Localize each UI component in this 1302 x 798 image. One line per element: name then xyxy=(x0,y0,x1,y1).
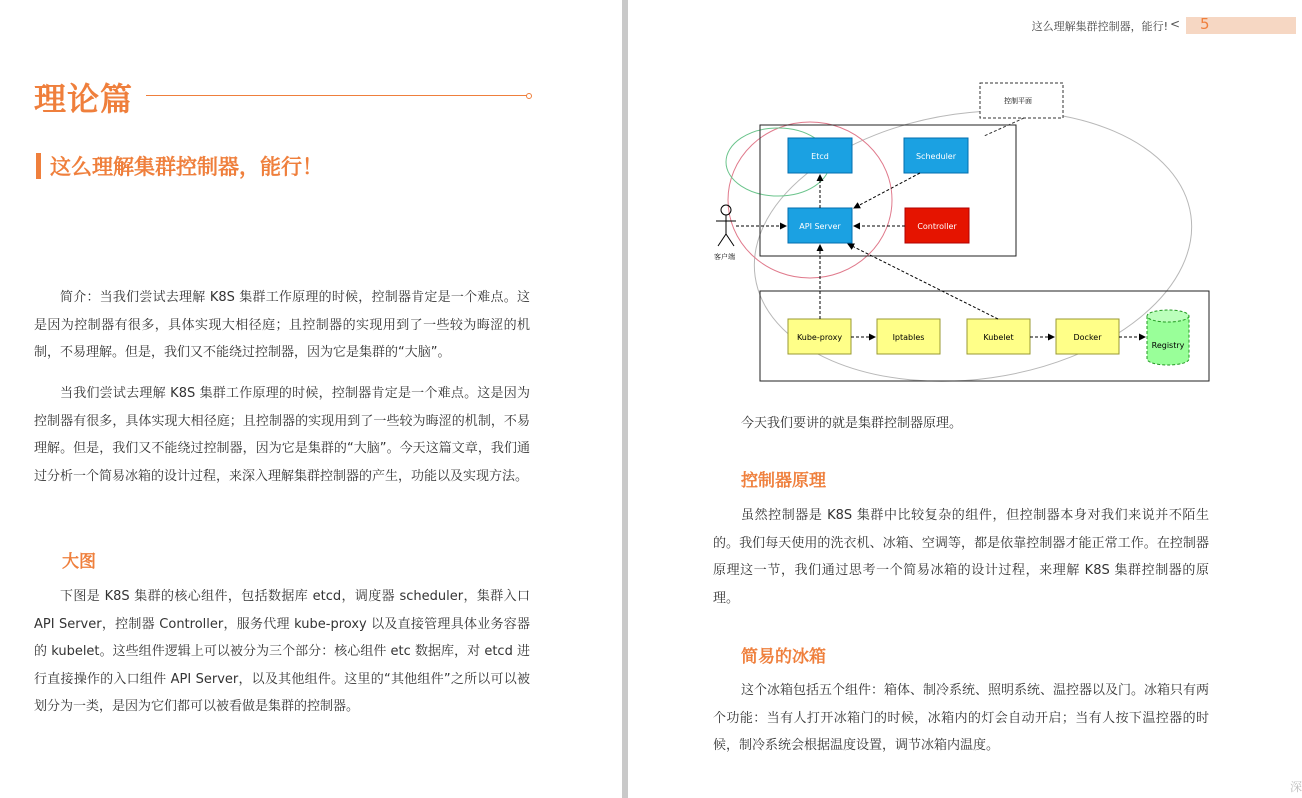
control-plane-label: 控制平面 xyxy=(1004,97,1032,105)
section-title: 这么理解集群控制器，能行！ xyxy=(50,155,323,179)
kubelet-to-apiserver-arrow xyxy=(848,244,998,319)
body-paragraph: 当我们尝试去理解 K8S 集群工作原理的时候，控制器肯定是一个难点。这是因为控制器有很多，具体实现大相径庭；且控制器的实现用到了一些较为晦涩的机制，不易理解。但是，我们又不能绕过控制器，因为它是集群的“大脑”。今天这篇文章，我们通过分析一个简易冰箱的设计过程，来深入理解集群控制器的产生，功能以及实现方法。 xyxy=(34,386,530,484)
controller-node-label: Controller xyxy=(917,222,957,231)
k8s-architecture-diagram xyxy=(698,78,1224,388)
api-server-node-label: API Server xyxy=(799,222,841,231)
chapter-title: 理论篇 xyxy=(34,80,134,118)
scheduler-to-apiserver-arrow xyxy=(854,173,920,208)
subheading-fridge: 简易的冰箱 xyxy=(741,647,826,667)
kubelet-node-label: Kubelet xyxy=(983,333,1014,342)
corner-mark: 深 xyxy=(1290,780,1302,794)
scheduler-node-label: Scheduler xyxy=(915,152,957,161)
right-page xyxy=(628,0,1302,798)
kube-proxy-node-label: Kube-proxy xyxy=(796,333,843,342)
page-number: 5 xyxy=(1200,15,1210,33)
fridge-paragraph: 这个冰箱包括五个组件：箱体、制冷系统、照明系统、温控器以及门。冰箱只有两个功能：当有人打开冰箱门的时候，冰箱内的灯会自动开启；当有人按下温控器的时候，制冷系统会根据温度设置，调节冰箱内温度。 xyxy=(713,683,1210,753)
intro-line: 今天我们要讲的就是集群控制器原理。 xyxy=(741,416,963,431)
diagram-arrows xyxy=(736,173,1145,337)
chevron-left-icon: < xyxy=(1170,17,1181,31)
client-label: 客户端 xyxy=(714,253,735,261)
overview-paragraph: 下图是 K8S 集群的核心组件，包括数据库 etcd，调度器 scheduler，集群入口 API Server，控制器 Controller，服务代理 kube-proxy 以及直接管理具体业务容器的 kubelet。这些组件逻辑上可以被分为三个部分：核心组件 etc 数据库，对 etcd 进行直接操作的入口组件 API Server，以及其他组件。这里的“其他组件”之所以可以被划分为一类，是因为它们都可以被看做是集群的控制器。 xyxy=(34,589,530,714)
running-header: 这么理解集群控制器，能行! xyxy=(1031,20,1168,33)
chapter-title-rule-dot xyxy=(526,93,532,99)
subheading-principle: 控制器原理 xyxy=(741,471,826,491)
docker-node-label: Docker xyxy=(1073,333,1102,342)
registry-node-label: Registry xyxy=(1151,341,1185,350)
section-title-bar xyxy=(36,153,41,179)
registry-cylinder xyxy=(1147,310,1189,365)
iptables-node-label: Iptables xyxy=(892,333,925,342)
left-page xyxy=(0,0,622,798)
control-loop-ellipse xyxy=(737,84,1210,409)
subheading-overview: 大图 xyxy=(62,552,96,572)
etcd-node-label: Etcd xyxy=(811,152,829,161)
chapter-title-rule xyxy=(146,95,528,96)
principle-paragraph: 虽然控制器是 K8S 集群中比较复杂的组件，但控制器本身对我们来说并不陌生的。我们每天使用的洗衣机、冰箱、空调等，都是依靠控制器才能正常工作。在控制器原理这一节，我们通过思考一个简易冰箱的设计过程，来理解 K8S 集群控制器的原理。 xyxy=(713,508,1209,606)
intro-paragraph: 简介：当我们尝试去理解 K8S 集群工作原理的时候，控制器肯定是一个难点。这是因为控制器有很多，具体实现大相径庭；且控制器的实现用到了一些较为晦涩的机制，不易理解。但是，我们又不能绕过控制器，因为它是集群的“大脑”。 xyxy=(34,290,530,360)
